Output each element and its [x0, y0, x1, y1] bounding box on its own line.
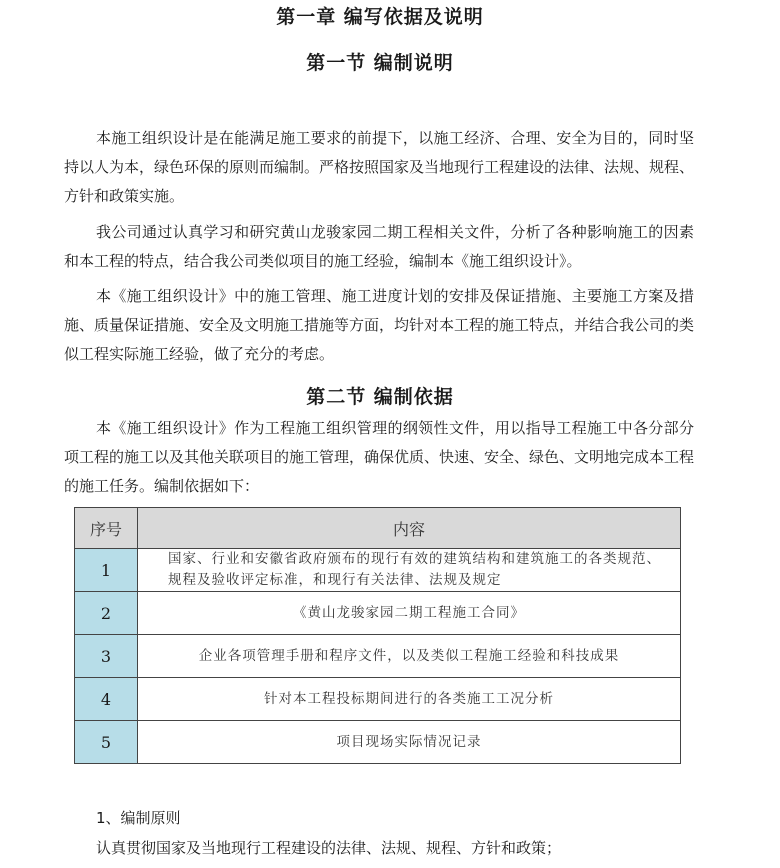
table-header-row — [75, 508, 681, 549]
table-row — [75, 592, 681, 635]
row-content: 企业各项管理手册和程序文件，以及类似工程施工经验和科技成果 — [138, 635, 681, 678]
chapter-title: 第一章 编写依据及说明 — [276, 6, 484, 28]
basis-intro: 本《施工组织设计》作为工程施工组织管理的纲领性文件，用以指导工程施工中各分部分项工程的施工以及其他关联项目的施工管理，确保优质、快速、安全、绿色、文明地完成本工程的施工任务。编制依据如下： — [64, 419, 695, 495]
basis-table — [74, 507, 681, 764]
row-content: 《黄山龙骏家园二期工程施工合同》 — [138, 592, 681, 635]
section-title-1: 第一节 编制说明 — [306, 52, 454, 74]
paragraph-2: 我公司通过认真学习和研究黄山龙骏家园二期工程相关文件，分析了各种影响施工的因素和本工程的特点，结合我公司类似项目的施工经验，编制本《施工组织设计》。 — [64, 223, 694, 270]
section-title-2: 第二节 编制依据 — [306, 386, 454, 408]
header-no: 序号 — [75, 508, 138, 549]
row-content: 国家、行业和安徽省政府颁布的现行有效的建筑结构和建筑施工的各类规范、规程及验收评定标准，和现行有关法律、法规及规定 — [138, 549, 681, 592]
row-number: 4 — [75, 678, 138, 721]
principles-heading: 1、编制原则 — [96, 809, 181, 827]
table-row — [75, 635, 681, 678]
row-number: 3 — [75, 635, 138, 678]
paragraph-3: 本《施工组织设计》中的施工管理、施工进度计划的安排及保证措施、主要施工方案及措施、质量保证措施、安全及文明施工措施等方面，均针对本工程的施工特点，并结合我公司的类似工程实际施工经验，做了充分的考虑。 — [64, 287, 695, 363]
table-row — [75, 721, 681, 764]
header-content: 内容 — [138, 508, 681, 549]
row-content: 项目现场实际情况记录 — [138, 721, 681, 764]
row-content: 针对本工程投标期间进行的各类施工工况分析 — [138, 678, 681, 721]
row-number: 1 — [75, 549, 138, 592]
row-number: 2 — [75, 592, 138, 635]
principles-line: 认真贯彻国家及当地现行工程建设的法律、法规、规程、方针和政策； — [96, 839, 562, 857]
paragraph-1: 本施工组织设计是在能满足施工要求的前提下，以施工经济、合理、安全为目的，同时坚持以人为本，绿色环保的原则而编制。严格按照国家及当地现行工程建设的法律、法规、规程、方针和政策实施。 — [64, 129, 695, 205]
table-row — [75, 549, 681, 592]
table-row — [75, 678, 681, 721]
row-number: 5 — [75, 721, 138, 764]
